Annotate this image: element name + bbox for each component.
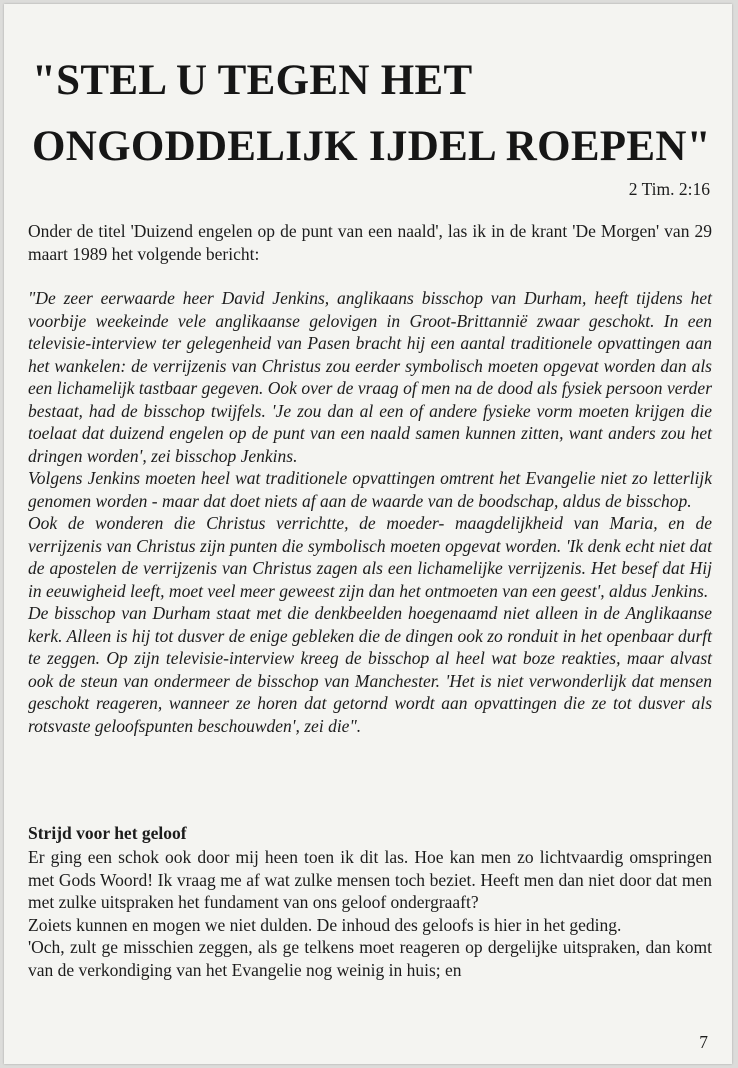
title-line-1: "STEL U TEGEN HET [32,57,473,104]
bible-reference: 2 Tim. 2:16 [628,179,710,199]
quote-paragraph: "De zeer eerwaarde heer David Jenkins, anglikaans bisschop van Durham, heeft tijdens het voorbije weekeinde vele anglikaanse gelovigen in Groot-Brittannië zwaar geschokt. In een televisie-interview ter gelegenheid van Pasen bracht hij een aantal traditionele opvattingen aan het wankelen: de verrijzenis van Christus zou eerder symbolisch moeten opgevat worden dan als een lichamelijk tastbaar gegeven. Ook over de vraag of men na de dood als fysiek persoon verder bestaat, had de bisschop twijfels. 'Je zou dan al een of andere fysieke vorm moeten krijgen die toelaat dat duizend engelen op de punt van een naald samen kunnen zitten, want anders zou het dringen worden', zei bisschop Jenkins. [28,288,712,466]
document-page [4,4,732,1064]
body-paragraph: Zoiets kunnen en mogen we niet dulden. De inhoud des geloofs is hier in het geding. [28,914,622,935]
intro-paragraph: Onder de titel 'Duizend engelen op de punt van een naald', las ik in de krant 'De Morgen' van 29 maart 1989 het volgende bericht: [28,221,712,264]
quote-paragraph: Ook de wonderen die Christus verrichtte, de moeder- maagdelijkheid van Maria, en de verrijzenis van Christus zijn punten die symbolisch moeten opgevat worden. 'Ik denk echt niet dat de apostelen de verrijzenis van Christus zagen als een lichamelijke verrijzenis. Het besef dat Hij in eeuwigheid leeft, moet veel meer geweest zijn dan het ontmoeten van een geest', aldus Jenkins. [28,513,712,601]
newspaper-quote [28,287,712,737]
page-title [32,48,732,180]
body-paragraph: 'Och, zult ge misschien zeggen, als ge telkens moet reageren op dergelijke uitspraken, dan komt van de verkondiging van het Evangelie nog weinig in huis; en [28,937,712,980]
body-paragraph: Er ging een schok ook door mij heen toen ik dit las. Hoe kan men zo lichtvaardig omspringen met Gods Woord! Ik vraag me af wat zulke mensen toch beziet. Heeft men dan niet door dat men met zulke uitspraken het fundament van ons geloof ondergraaft? [28,847,712,912]
quote-paragraph: Volgens Jenkins moeten heel wat traditionele opvattingen omtrent het Evangelie niet zo letterlijk genomen worden - maar dat doet niets af aan de waarde van de boodschap, aldus de bisschop. [28,468,712,511]
section-heading: Strijd voor het geloof [28,823,187,843]
quote-paragraph: De bisschop van Durham staat met die denkbeelden hoegenaamd niet alleen in de Anglikaanse kerk. Alleen is hij tot dusver de enige gebleken die de dingen ook zo ronduit in het openbaar durft te zeggen. Op zijn televisie-interview kreeg de bisschop al heel wat boze reakties, maar alvast ook de steun van ondermeer de bisschop van Manchester. 'Het is niet verwonderlijk dat mensen geschokt reageren, wanneer ze horen dat getornd wordt aan opvattingen die ze tot dusver als rotsvaste geloofspunten beschouwden', zei die". [28,603,712,736]
title-line-2: ONGODDELIJK IJDEL ROEPEN" [32,123,711,170]
page-number: 7 [699,1032,708,1052]
body-text [28,846,712,981]
